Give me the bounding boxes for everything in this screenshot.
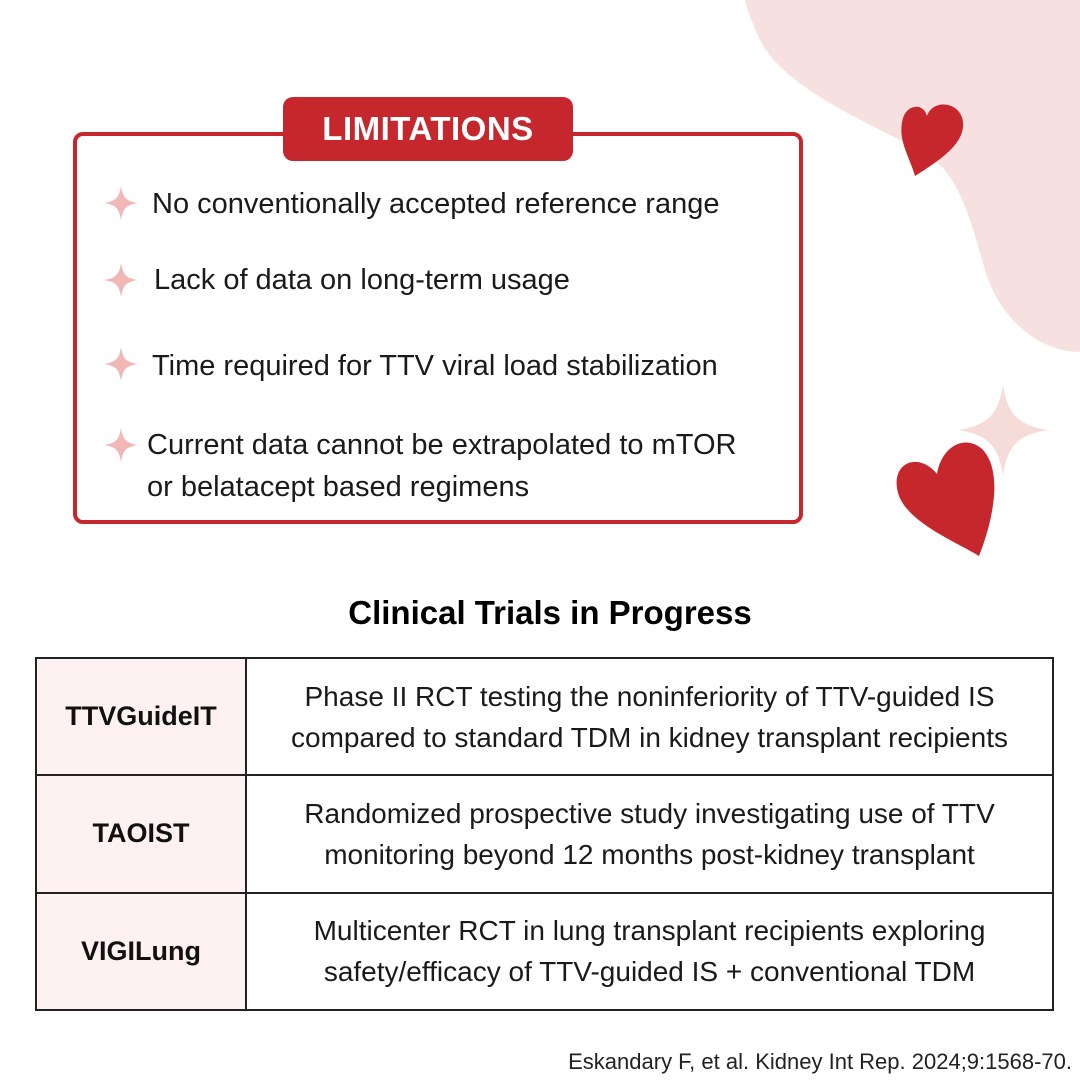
sparkle-bullet-icon bbox=[104, 428, 138, 462]
sparkle-bullet-icon bbox=[104, 347, 138, 381]
heart-icon bbox=[893, 440, 1003, 560]
limitation-item: Time required for TTV viral load stabilization bbox=[152, 350, 718, 382]
section-title: Clinical Trials in Progress bbox=[348, 594, 752, 631]
trial-name: TTVGuideIT bbox=[36, 658, 246, 775]
trial-description bbox=[246, 658, 1053, 775]
table-row bbox=[36, 658, 1053, 775]
sparkle-bullet-icon bbox=[104, 263, 138, 297]
trial-description-line: Phase II RCT testing the noninferiority of TTV-guided IS bbox=[304, 680, 995, 712]
limitation-line: or belatacept based regimens bbox=[147, 471, 530, 503]
sparkle-bullet-icon bbox=[104, 186, 138, 220]
table-row bbox=[36, 893, 1053, 1010]
trial-name: VIGILung bbox=[36, 893, 246, 1010]
trial-description-line: compared to standard TDM in kidney transplant recipients bbox=[291, 721, 1008, 753]
limitations-badge: LIMITATIONS bbox=[283, 97, 573, 161]
trial-description bbox=[246, 893, 1053, 1010]
trial-description-line: safety/efficacy of TTV-guided IS + conventional TDM bbox=[323, 956, 976, 988]
trial-name: TAOIST bbox=[36, 775, 246, 892]
limitation-item: No conventionally accepted reference range bbox=[152, 188, 720, 220]
trials-table bbox=[35, 657, 1054, 1011]
limitation-item bbox=[147, 424, 736, 508]
trial-description bbox=[246, 775, 1053, 892]
trial-description-line: Multicenter RCT in lung transplant recipients exploring bbox=[313, 915, 986, 947]
limitation-line: Current data cannot be extrapolated to mTOR bbox=[147, 429, 737, 461]
heart-icon bbox=[895, 100, 970, 180]
table-row bbox=[36, 775, 1053, 892]
citation: Eskandary F, et al. Kidney Int Rep. 2024;9:1568-70. bbox=[568, 1049, 1072, 1074]
trial-description-line: monitoring beyond 12 months post-kidney transplant bbox=[324, 838, 975, 870]
trial-description-line: Randomized prospective study investigating use of TTV bbox=[304, 797, 995, 829]
limitation-item: Lack of data on long-term usage bbox=[154, 264, 570, 296]
